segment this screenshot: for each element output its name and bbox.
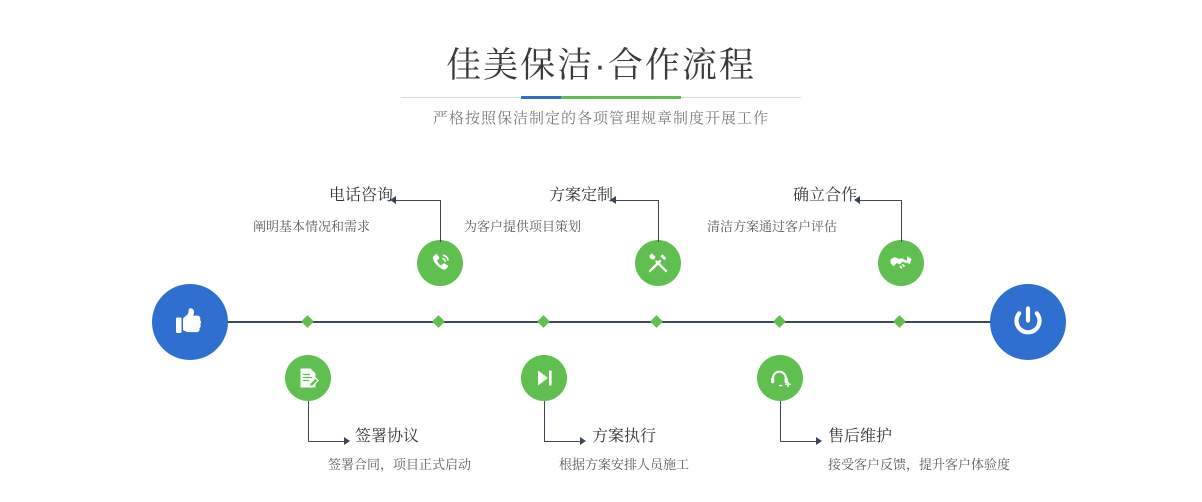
phone-call-icon (417, 240, 463, 286)
connector-line (544, 441, 580, 442)
timeline-node (432, 315, 445, 328)
step-desc: 根据方案安排人员施工 (558, 457, 690, 472)
step-desc: 接受客户反馈，提升客户体验度 (828, 457, 1011, 472)
step-label (828, 427, 892, 447)
connector-line (780, 401, 781, 442)
connector-line (616, 200, 659, 201)
divider-accent-blue (521, 96, 561, 99)
timeline-node (773, 315, 786, 328)
step-desc-wrap (559, 452, 689, 475)
step-title: 确立合作 (792, 187, 857, 204)
step-title: 签署协议 (355, 428, 420, 445)
step-title: 方案定制 (548, 187, 613, 204)
step-label (355, 427, 419, 447)
step-desc: 签署合同，项目正式启动 (328, 457, 472, 472)
tools-icon (635, 240, 681, 286)
step-label (592, 427, 656, 447)
timeline-node (893, 315, 906, 328)
step-desc-wrap (707, 214, 857, 237)
connector-line (308, 441, 344, 442)
step-title: 方案执行 (592, 428, 657, 445)
page-subtitle: 严格按照保洁制定的各项管理规章制度开展工作 (432, 110, 769, 127)
connector-line (544, 401, 545, 442)
title-divider (401, 96, 801, 99)
handshake-icon (878, 240, 924, 286)
timeline-node (301, 315, 314, 328)
step-desc: 阐明基本情况和需求 (253, 219, 371, 234)
connector-line (308, 401, 309, 442)
divider-accent-green (561, 96, 681, 99)
step-label (473, 186, 613, 206)
timeline-node (650, 315, 663, 328)
connector-line (780, 441, 816, 442)
power-icon (990, 284, 1066, 360)
connector-arrow (816, 437, 822, 445)
thumbs-up-icon (152, 284, 228, 360)
step-label (253, 186, 393, 206)
page-title: 佳美保洁·合作流程 (446, 46, 756, 85)
step-desc-wrap (253, 214, 393, 237)
step-desc-wrap (828, 452, 1010, 475)
contract-edit-icon (285, 355, 331, 401)
step-desc-wrap (328, 452, 471, 475)
play-step-icon (521, 355, 567, 401)
step-label (717, 186, 857, 206)
connector-arrow (580, 437, 586, 445)
connector-line (658, 200, 659, 242)
step-desc: 清洁方案通过客户评估 (707, 219, 838, 234)
connector-line (901, 200, 902, 242)
step-title: 售后维护 (828, 428, 893, 445)
headset-support-icon (757, 355, 803, 401)
timeline-node (537, 315, 550, 328)
connector-line (860, 200, 902, 201)
step-desc: 为客户提供项目策划 (464, 219, 582, 234)
connector-line (396, 200, 441, 201)
step-desc-wrap (464, 214, 614, 237)
connector-arrow (344, 437, 350, 445)
connector-line (440, 200, 441, 242)
step-title: 电话咨询 (328, 187, 393, 204)
